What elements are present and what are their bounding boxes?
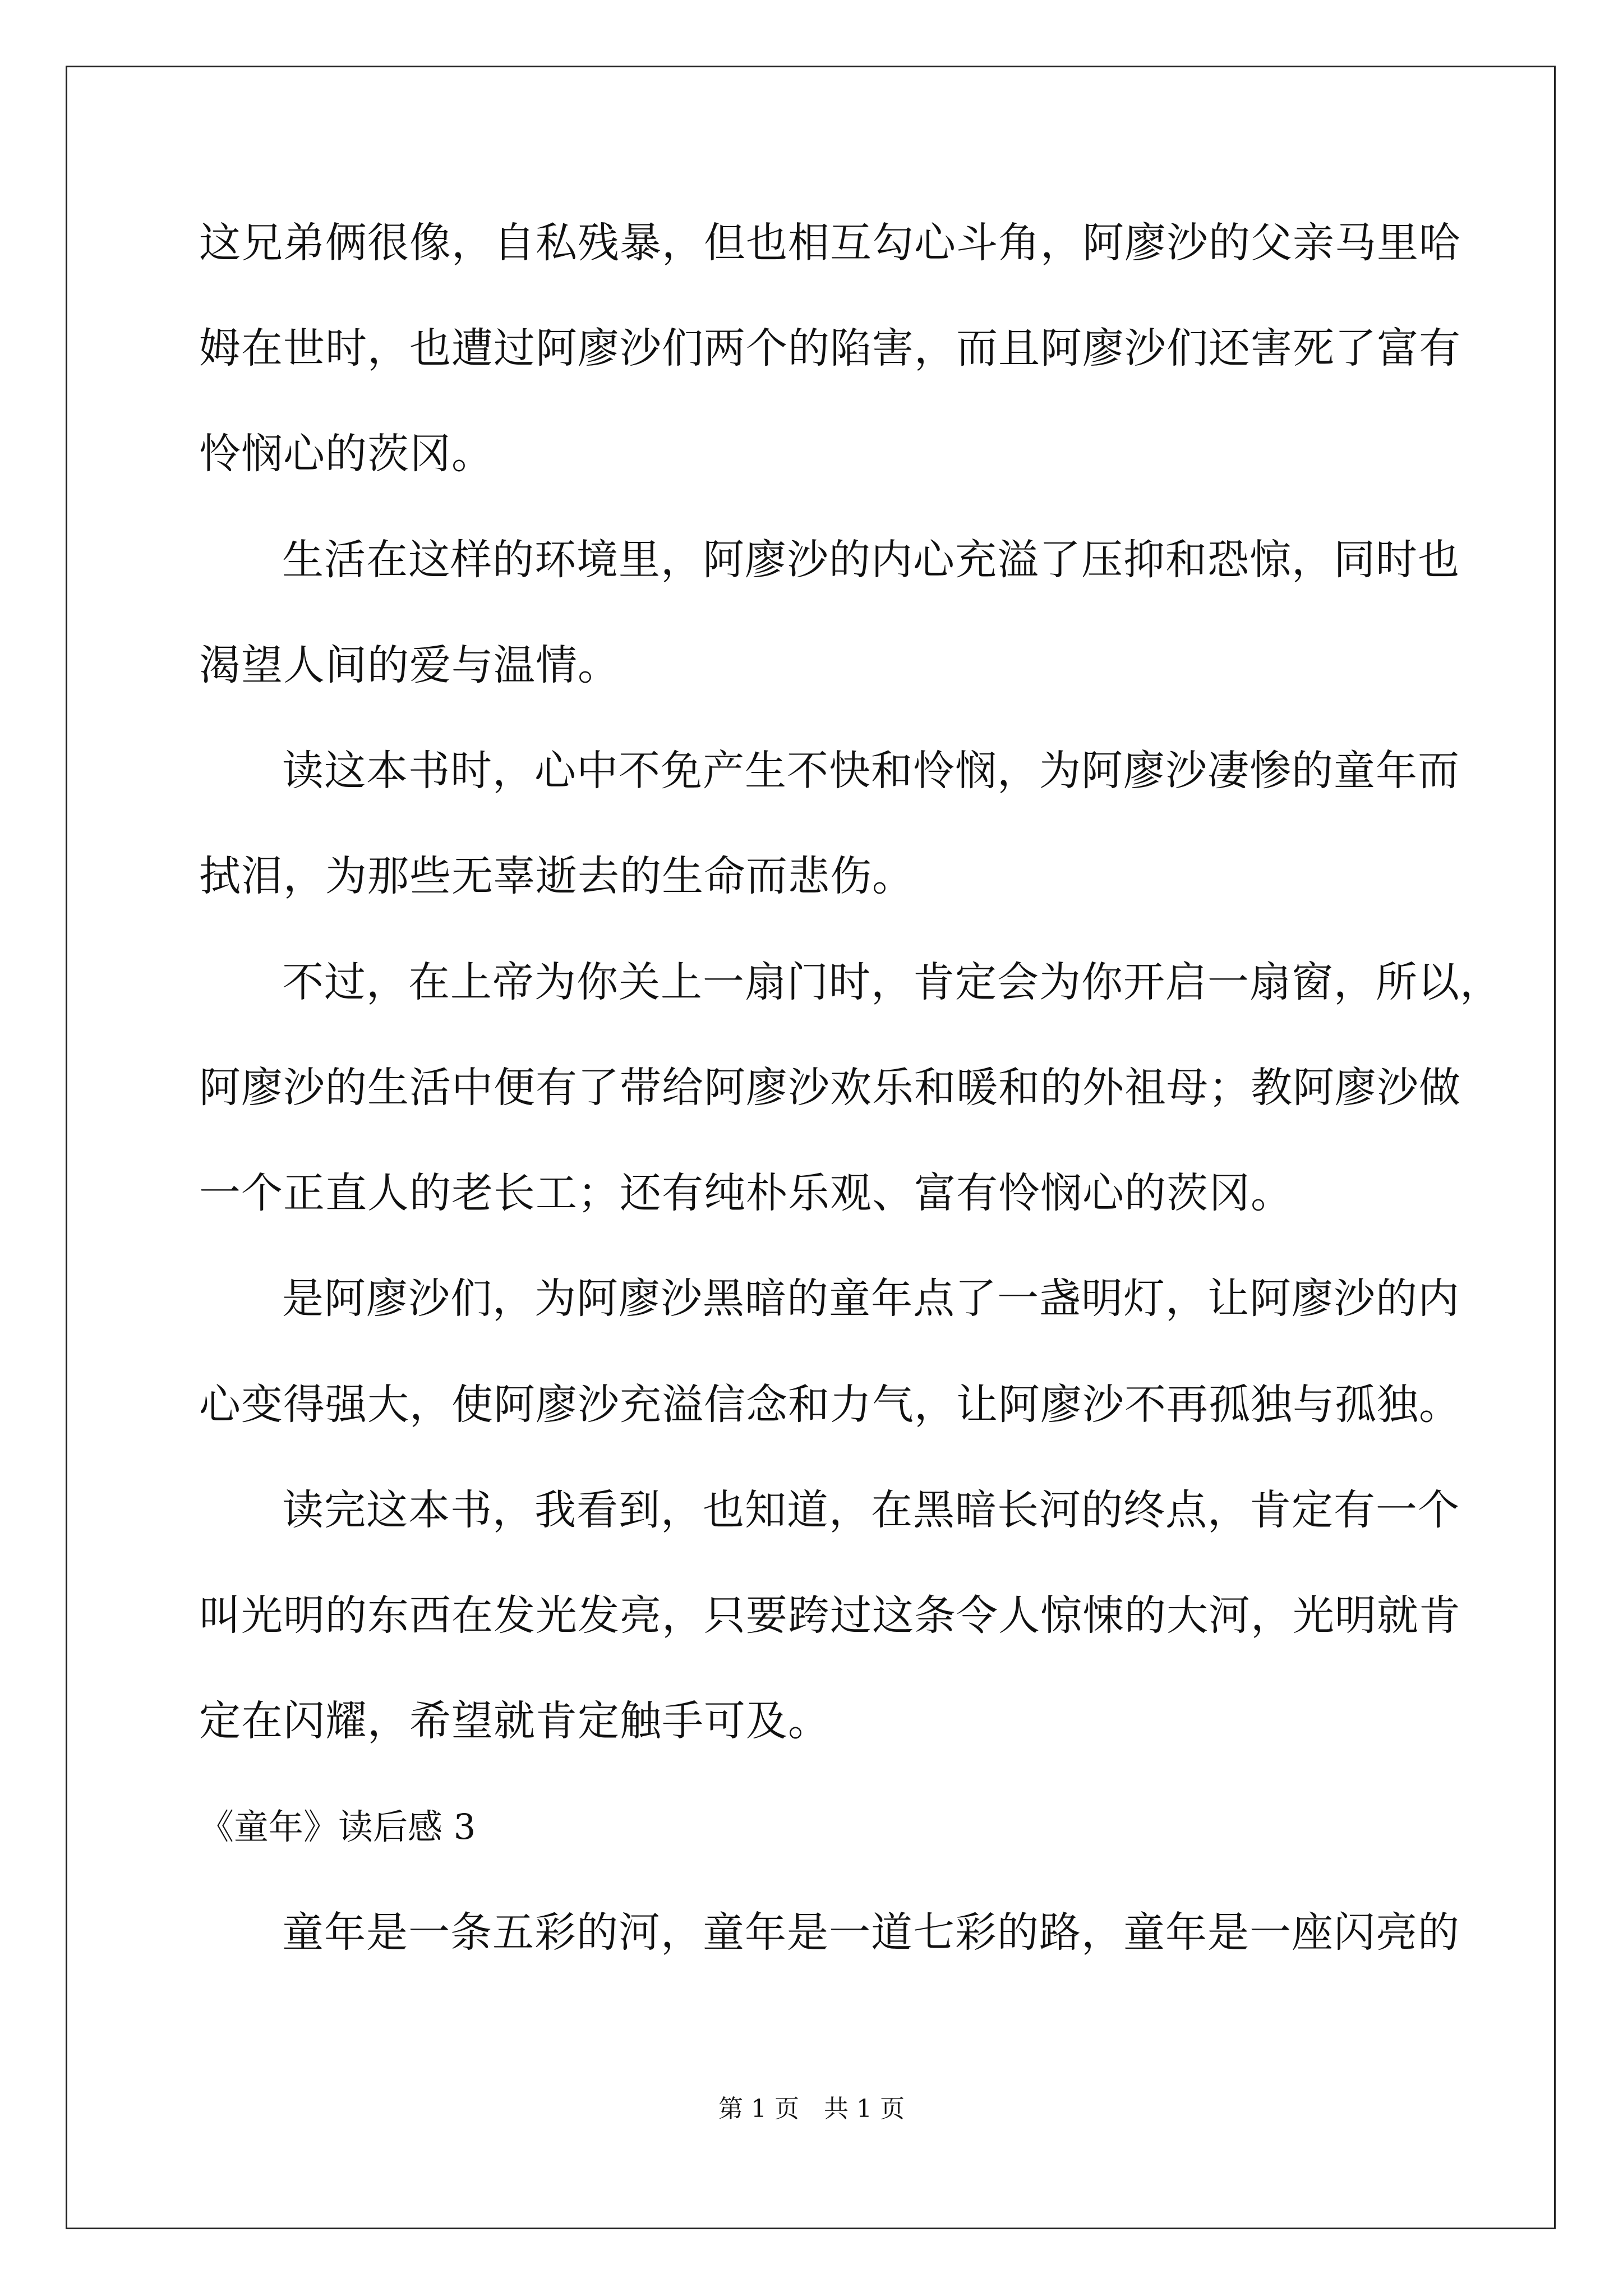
text-line: 叫光明的东西在发光发亮，只要跨过这条令人惊悚的大河，光明就肯 [199, 1591, 1461, 1640]
text-line: 阿廖沙的生活中便有了带给阿廖沙欢乐和暖和的外祖母；教阿廖沙做 [199, 1064, 1461, 1112]
text-line: 读这本书时，心中不免产生不快和怜悯，为阿廖沙凄惨的童年而 [282, 747, 1460, 795]
text-line: 是阿廖沙们，为阿廖沙黑暗的童年点了一盏明灯，让阿廖沙的内 [282, 1274, 1460, 1323]
section-heading: 《童年》读后感 3 [199, 1806, 476, 1847]
text-line: 不过，在上帝为你关上一扇门时，肯定会为你开启一扇窗，所以， [282, 958, 1502, 1006]
text-line: 拭泪，为那些无辜逝去的生命而悲伤。 [199, 852, 914, 900]
text-line: 读完这本书，我看到，也知道，在黑暗长河的终点，肯定有一个 [282, 1486, 1460, 1534]
text-line: 姆在世时，也遭过阿廖沙们两个的陷害，而且阿廖沙们还害死了富有 [199, 324, 1461, 372]
page-number-footer: 第 1 页 共 1 页 [718, 2095, 905, 2123]
text-line: 童年是一条五彩的河，童年是一道七彩的路，童年是一座闪亮的 [282, 1908, 1460, 1957]
text-line: 渴望人间的爱与温情。 [199, 641, 620, 689]
text-line: 这兄弟俩很像，自私残暴，但也相互勾心斗角，阿廖沙的父亲马里哈 [199, 219, 1461, 267]
text-line: 生活在这样的环境里，阿廖沙的内心充溢了压抑和恐惊，同时也 [282, 536, 1460, 584]
text-line: 一个正直人的老长工；还有纯朴乐观、富有怜悯心的茨冈。 [199, 1169, 1293, 1217]
text-line: 定在闪耀，希望就肯定触手可及。 [199, 1697, 830, 1745]
text-line: 心变得强大，使阿廖沙充溢信念和力气，让阿廖沙不再孤独与孤独。 [199, 1381, 1461, 1429]
text-line: 怜悯心的茨冈。 [199, 430, 494, 478]
